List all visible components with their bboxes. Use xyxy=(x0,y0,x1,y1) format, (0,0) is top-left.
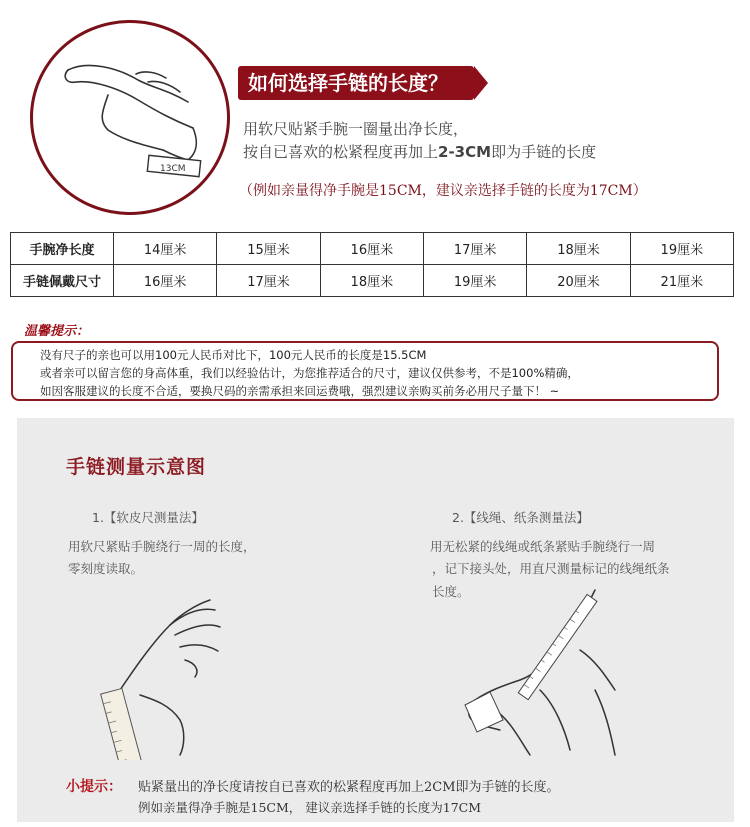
description-suffix: 即为手链的长度 xyxy=(491,143,597,161)
table-cell: 18厘米 xyxy=(527,233,630,265)
notice-line-2: 或者亲可以留言您的身高体重，我们以经验估计，为您推荐适合的尺寸，建议仅供参考，不是100%精确， xyxy=(40,366,579,380)
description-line-1: 用软尺贴紧手腕一圈量出净长度， xyxy=(243,120,469,138)
soft-tape-hand-illustration xyxy=(100,585,270,760)
table-cell: 20厘米 xyxy=(527,265,630,297)
page-title: 如何选择手链的长度？ xyxy=(238,66,474,100)
notice-label: 温馨提示： xyxy=(24,324,90,339)
description-line-2 xyxy=(243,141,596,162)
method-2-title: 2.【线绳、纸条测量法】 xyxy=(452,510,589,525)
method-2-text-line-2: ，记下接头处，用直尺测量标记的线绳纸条 xyxy=(432,561,670,576)
description-highlight: 2-3CM xyxy=(438,143,492,161)
notice-line-3: 如因客服建议的长度不合适，要换尺码的亲需承担来回运费哦，强烈建议亲购买前务必用尺子量下！ ~ xyxy=(40,384,560,398)
table-cell: 17厘米 xyxy=(217,265,320,297)
table-cell: 18厘米 xyxy=(320,265,423,297)
description-prefix: 按自已喜欢的松紧程度再加上 xyxy=(243,143,439,161)
notice-line-1: 没有尺子的亲也可以用100元人民币对比下，100元人民币的长度是15.5CM xyxy=(40,348,427,362)
tape-label: 13CM xyxy=(160,164,186,174)
method-2-text-line-1: 用无松紧的线绳或纸条紧贴手腕绕行一周 xyxy=(430,539,656,554)
size-table xyxy=(10,232,734,297)
example-note: （例如亲量得净手腕是15CM，建议亲选择手链的长度为17CM） xyxy=(239,183,647,199)
row-header: 手腕净长度 xyxy=(11,233,114,265)
table-cell: 14厘米 xyxy=(114,233,217,265)
row-header: 手链佩戴尺寸 xyxy=(11,265,114,297)
table-cell: 16厘米 xyxy=(114,265,217,297)
table-cell: 16厘米 xyxy=(320,233,423,265)
hand-tape-illustration xyxy=(48,40,218,190)
table-cell: 19厘米 xyxy=(423,265,526,297)
diagram-title: 手链测量示意图 xyxy=(66,456,207,478)
tip-label: 小提示： xyxy=(66,779,122,795)
tip-text: 贴紧量出的净长度请按自已喜欢的松紧程度再加上2CM即为手链的长度。 xyxy=(138,780,560,795)
table-row xyxy=(11,265,734,297)
method-2-text-line-3: 长度。 xyxy=(432,584,470,599)
string-ruler-hand-illustration xyxy=(455,580,635,765)
method-1-text-line-2: 零刻度读取。 xyxy=(68,561,144,576)
method-1-text-line-1: 用软尺紧贴手腕绕行一周的长度， xyxy=(68,539,256,554)
table-row xyxy=(11,233,734,265)
tip-example: 例如亲量得净手腕是15CM， 建议亲选择手链的长度为17CM xyxy=(138,800,482,815)
table-cell: 15厘米 xyxy=(217,233,320,265)
table-cell: 21厘米 xyxy=(630,265,733,297)
table-cell: 17厘米 xyxy=(423,233,526,265)
table-cell: 19厘米 xyxy=(630,233,733,265)
method-1-title: 1.【软皮尺测量法】 xyxy=(92,510,204,525)
